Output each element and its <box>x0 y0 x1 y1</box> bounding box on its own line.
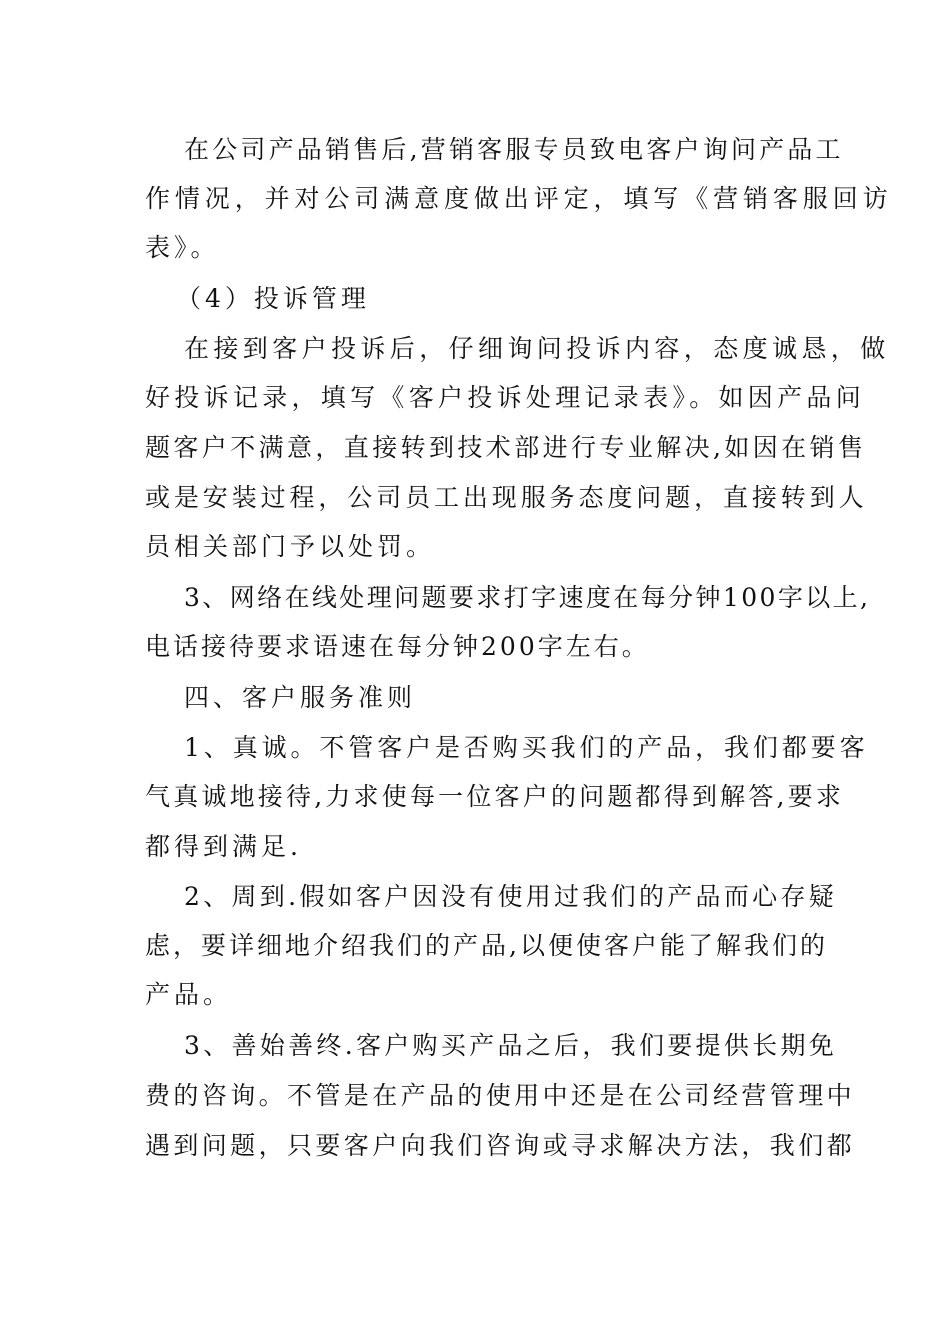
paragraph-line: 1、真诚。不管客户是否购买我们的产品，我们都要客 <box>184 733 869 762</box>
paragraph-line: 3、网络在线处理问题要求打字速度在每分钟100字以上, <box>184 583 871 612</box>
paragraph-line: 表》。 <box>145 233 220 262</box>
paragraph-line: 3、善始善终.客户购买产品之后，我们要提供长期免 <box>184 1031 838 1060</box>
paragraph-line: 或是安装过程，公司员工出现服务态度问题，直接转到人 <box>145 483 868 512</box>
paragraph-line: 在接到客户投诉后，仔细询问投诉内容，态度诚恳，做 <box>184 334 890 363</box>
paragraph-line: 员相关部门予以处罚。 <box>145 532 436 561</box>
paragraph-line: 虑，要详细地介绍我们的产品,以便使客户能了解我们的 <box>145 931 828 960</box>
paragraph-line: 电话接待要求语速在每分钟200字左右。 <box>145 632 650 661</box>
paragraph-line: 都得到满足. <box>145 832 302 861</box>
paragraph-line: 遇到问题，只要客户向我们咨询或寻求解决方法，我们都 <box>145 1131 856 1160</box>
section-heading: 四、客户服务准则 <box>184 683 417 712</box>
section-heading: （4）投诉管理 <box>176 284 370 313</box>
paragraph-line: 2、周到.假如客户因没有使用过我们的产品而心存疑 <box>184 882 838 911</box>
paragraph-line: 好投诉记录，填写《客户投诉处理记录表》。如因产品问 <box>145 383 866 412</box>
paragraph-line: 费的咨询。不管是在产品的使用中还是在公司经营管理中 <box>145 1081 856 1110</box>
paragraph-line: 在公司产品销售后,营销客服专员致电客户询问产品工 <box>184 135 844 164</box>
paragraph-line: 气真诚地接待,力求使每一位客户的问题都得到解答,要求 <box>145 782 845 811</box>
paragraph-line: 题客户不满意，直接转到技术部进行专业解决,如因在销售 <box>145 433 867 462</box>
paragraph-line: 产品。 <box>145 980 233 1009</box>
paragraph-line: 作情况，并对公司满意度做出评定，填写《营销客服回访 <box>145 184 893 213</box>
